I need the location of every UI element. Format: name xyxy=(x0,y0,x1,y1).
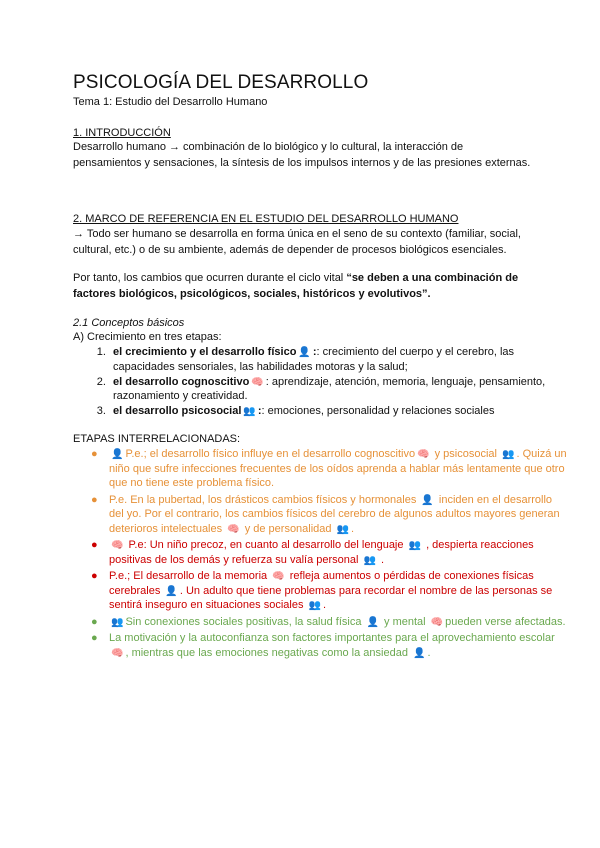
etapas-heading: ETAPAS INTERRELACIONADAS: xyxy=(73,433,241,445)
growth-item-text: : aprendizaje, atención, memoria, lenguaje, pensamiento, razonamiento y creatividad. xyxy=(113,375,546,402)
brain-icon: 🧠 xyxy=(227,523,240,535)
marco-text: → Todo ser humano se desarrolla en forma única en el seno de su contexto (familiar, social, cultural, etc.) o de su ambiente, además de depender de procesos biológicos esenciales. xyxy=(73,228,521,256)
person-icon: 👤 xyxy=(165,585,178,597)
cambios-paragraph xyxy=(73,271,533,302)
growth-item-physical: 1. el crecimiento y el desarrollo físico 👤 :: crecimiento del cuerpo y el cerebro, las capacidades sensoriales, las habilidades motoras y la salud; xyxy=(109,345,569,374)
growth-list xyxy=(73,345,569,419)
stage-item: ● 🧠 P.e: Un niño precoz, en cuanto al desarrollo del lenguaje 👥 , despierta reacciones positivas de los demás y refuerza su valía personal 👥 . xyxy=(91,539,534,566)
person-icon: 👤 xyxy=(413,647,426,659)
group-icon: 👥 xyxy=(502,449,515,460)
growth-item-bold: el crecimiento y el desarrollo físico xyxy=(113,346,297,358)
stages-list xyxy=(73,447,569,662)
stage-item: ● 👥 Sin conexiones sociales positivas, la salud física 👤 y mental 🧠 pueden verse afectadas. xyxy=(91,615,566,628)
growth-item-bold: el desarrollo psicosocial xyxy=(113,405,242,417)
growth-item-text: : emociones, personalidad y relaciones sociales xyxy=(261,405,495,417)
group-icon: 👥 xyxy=(308,600,321,611)
growth-item-cognitive xyxy=(109,375,569,404)
stage-item: ● La motivación y la autoconfianza son factores importantes para el aprovechamiento escolar 🧠 , mientras que las emociones negativas como la ansiedad 👤 . xyxy=(91,632,555,659)
growth-item-text: : crecimiento del cuerpo y el cerebro, las capacidades sensoriales, las habilidades motoras y la salud; xyxy=(113,346,515,373)
marco-heading: 2. MARCO DE REFERENCIA EN EL ESTUDIO DEL DESARROLLO HUMANO xyxy=(73,213,459,225)
conceptos-lead: A) Crecimiento en tres etapas: xyxy=(73,331,222,343)
group-icon: 👥 xyxy=(243,406,256,417)
brain-icon: 🧠 xyxy=(417,449,430,460)
group-icon: 👥 xyxy=(408,540,422,551)
brain-icon: 🧠 xyxy=(111,647,124,659)
person-icon: 👤 xyxy=(366,616,379,628)
cambios-bold: “se deben a una combinación de factores biológicos, psicológicos, sociales, históricos y evolutivos”. xyxy=(73,272,519,300)
page-subtitle: Tema 1: Estudio del Desarrollo Humano xyxy=(73,96,268,108)
person-icon: 👤 xyxy=(421,494,434,506)
growth-item-bold: el desarrollo cognoscitivo xyxy=(113,375,250,388)
intro-text: Desarrollo humano → combinación de lo biológico y lo cultural, la interacción de pensamientos y sensaciones, la síntesis de los impulsos internos y de las presiones externas. xyxy=(73,141,531,169)
brain-icon: 🧠 xyxy=(272,571,285,582)
brain-icon: 🧠 xyxy=(430,616,444,628)
group-icon: 👥 xyxy=(336,523,350,535)
stage-item: ● P.e. En la pubertad, los drásticos cambios físicos y hormonales 👤 inciden en el desarrollo del yo. Por el contrario, los cambios físicos del cerebro de algunos adultos mayores generan deterioros intelectuales 🧠 y de personalidad 👥 . xyxy=(91,493,560,535)
person-icon: 👤 xyxy=(111,449,124,460)
conceptos-heading: 2.1 Conceptos básicos xyxy=(73,317,185,329)
stage-item: ● 👤 P.e.; el desarrollo físico influye en el desarrollo cognoscitivo 🧠 y psicosocial 👥 . Quizá un niño que sufre infecciones frecuentes de los oídos aprenda a hablar más lentamente que otro que no tiene este problema físico. xyxy=(91,448,567,489)
person-icon: 👤 xyxy=(298,347,311,358)
growth-item-psychosocial: 3. el desarrollo psicosocial 👥 :: emociones, personalidad y relaciones sociales xyxy=(109,404,569,419)
page-title: PSICOLOGÍA DEL DESARROLLO xyxy=(73,72,369,93)
group-icon: 👥 xyxy=(363,554,376,566)
intro-heading: 1. INTRODUCCIÓN xyxy=(73,127,171,139)
brain-icon: 🧠 xyxy=(251,376,264,388)
group-icon: 👥 xyxy=(111,616,124,628)
brain-icon: 🧠 xyxy=(111,540,124,551)
stage-item: ● P.e.; El desarrollo de la memoria 🧠 refleja aumentos o pérdidas de conexiones físicas cerebrales 👤 . Un adulto que tiene problemas para recordar el nombre de las personas se sentirá inseguro en situaciones sociales 👥 . xyxy=(91,570,553,611)
cambios-prefix: Por tanto, los cambios que ocurren durante el ciclo vital xyxy=(73,272,347,284)
